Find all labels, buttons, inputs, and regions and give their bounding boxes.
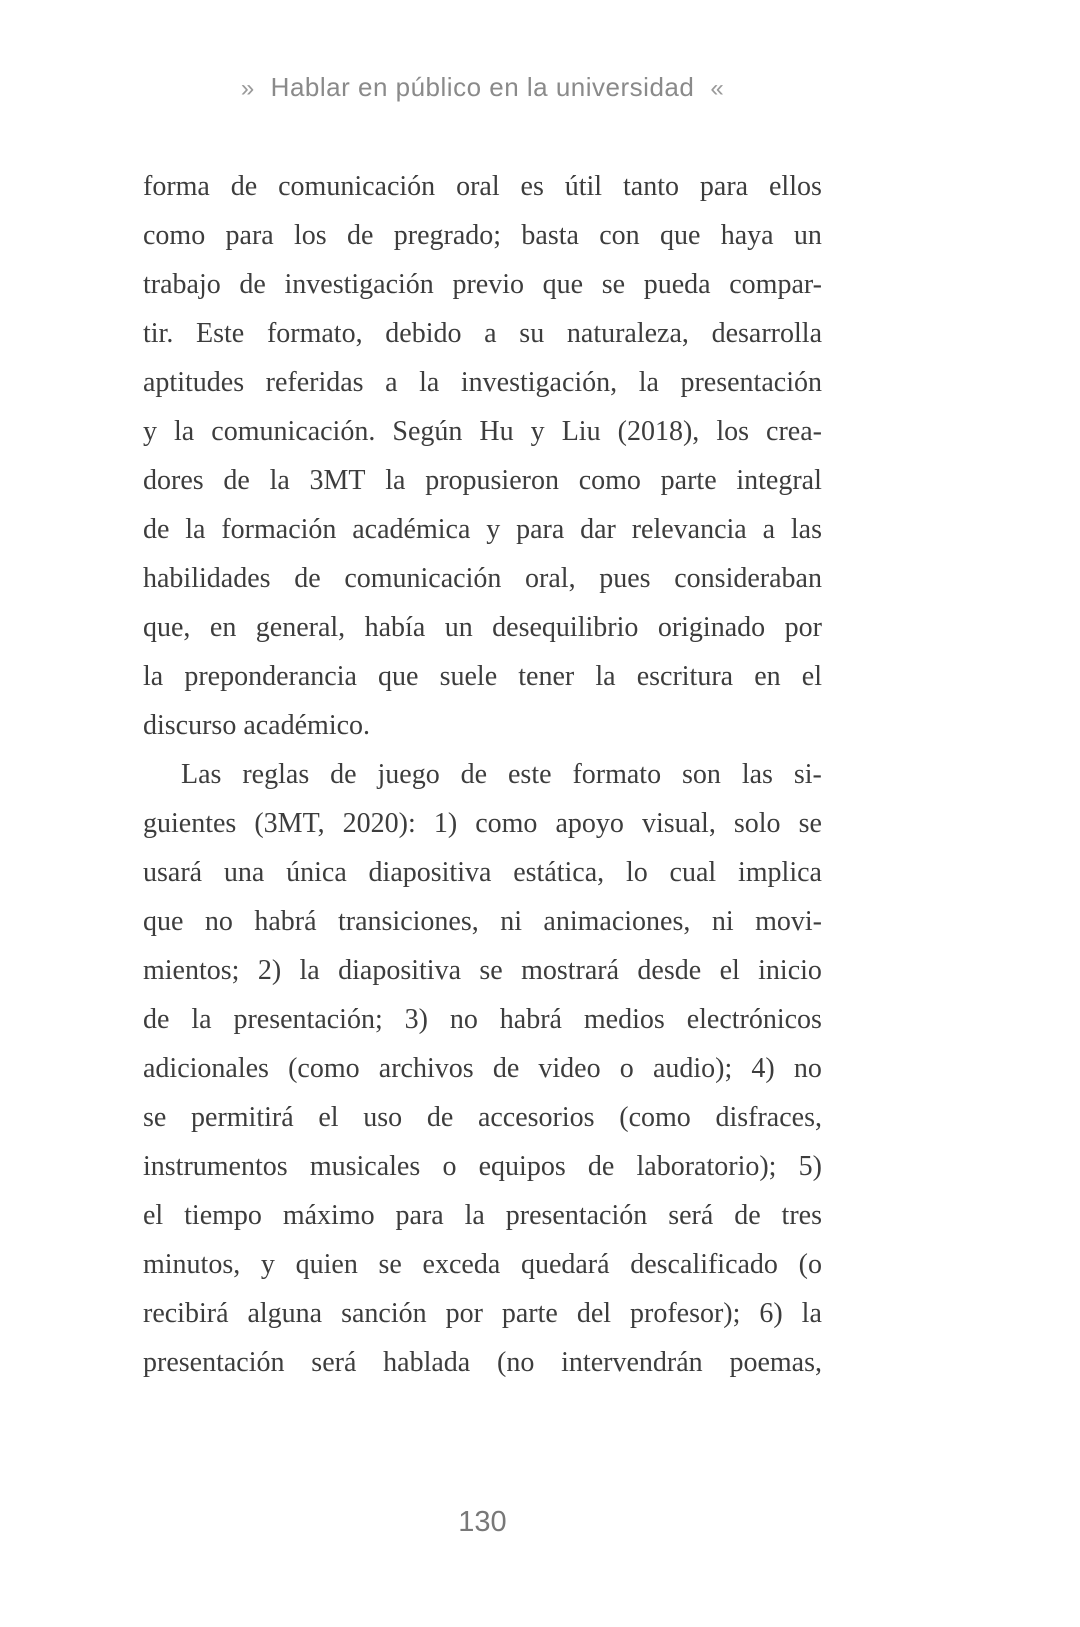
text-line: recibirá alguna sanción por parte del profesor); 6) la xyxy=(143,1298,822,1329)
body-text-block xyxy=(143,162,822,1387)
text-line: Las reglas de juego de este formato son las si- xyxy=(181,759,822,790)
text-line: aptitudes referidas a la investigación, la presentación xyxy=(143,367,822,398)
text-line: la preponderancia que suele tener la escritura en el xyxy=(143,661,822,692)
text-line: que, en general, había un desequilibrio originado por xyxy=(143,612,822,643)
text-line: se permitirá el uso de accesorios (como disfraces, xyxy=(143,1102,822,1133)
text-line: usará una única diapositiva estática, lo cual implica xyxy=(143,857,822,888)
text-line: guientes (3MT, 2020): 1) como apoyo visual, solo se xyxy=(143,808,822,839)
text-line: instrumentos musicales o equipos de laboratorio); 5) xyxy=(143,1151,822,1182)
guillemet-close-mark: « xyxy=(710,75,725,102)
text-line: forma de comunicación oral es útil tanto para ellos xyxy=(143,171,822,202)
running-header xyxy=(143,72,822,103)
text-line: habilidades de comunicación oral, pues consideraban xyxy=(143,563,822,594)
text-line: de la formación académica y para dar relevancia a las xyxy=(143,514,822,545)
text-line: adicionales (como archivos de video o audio); 4) no xyxy=(143,1053,822,1084)
text-line: presentación será hablada (no intervendrán poemas, xyxy=(143,1347,822,1378)
guillemet-open-mark: » xyxy=(240,75,255,102)
text-line: minutos, y quien se exceda quedará descalificado (o xyxy=(143,1249,822,1280)
text-line: dores de la 3MT la propusieron como parte integral xyxy=(143,465,822,496)
text-line: el tiempo máximo para la presentación será de tres xyxy=(143,1200,822,1231)
text-line: que no habrá transiciones, ni animaciones, ni movi- xyxy=(143,906,822,937)
running-header-title: Hablar en público en la universidad xyxy=(270,72,695,102)
text-line: discurso académico. xyxy=(143,710,371,741)
text-line: tir. Este formato, debido a su naturaleza, desarrolla xyxy=(143,318,822,349)
text-line: como para los de pregrado; basta con que haya un xyxy=(143,220,822,251)
page-number: 130 xyxy=(458,1506,507,1538)
text-line: y la comunicación. Según Hu y Liu (2018), los crea- xyxy=(143,416,822,447)
text-line: de la presentación; 3) no habrá medios electrónicos xyxy=(143,1004,822,1035)
text-line: trabajo de investigación previo que se pueda compar- xyxy=(143,269,822,300)
text-line: mientos; 2) la diapositiva se mostrará desde el inicio xyxy=(143,955,822,986)
